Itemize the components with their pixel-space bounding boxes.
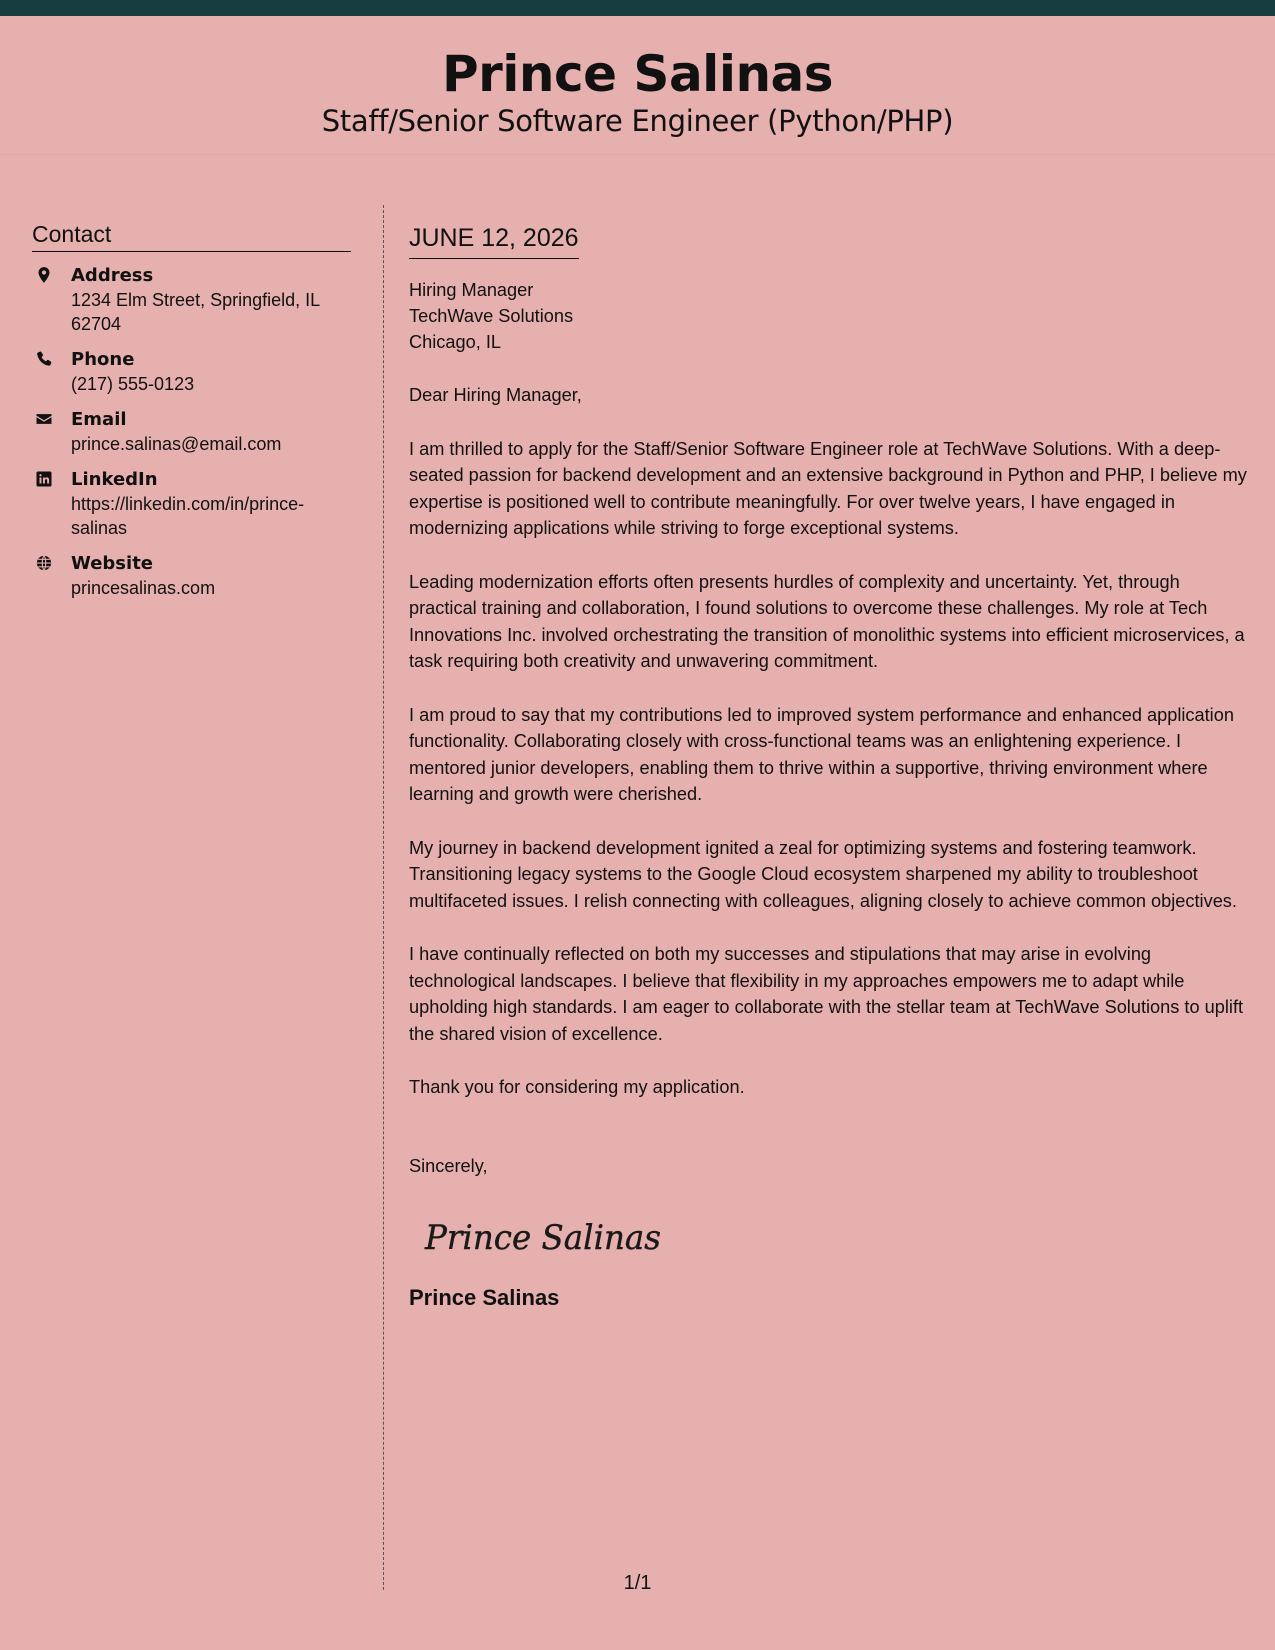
contact-label: LinkedIn <box>71 469 158 490</box>
contact-label: Email <box>71 409 127 430</box>
closing: Sincerely, <box>409 1155 488 1176</box>
body-paragraph: I am thrilled to apply for the Staff/Senior Software Engineer role at TechWave Solutions. With a deep-seated passion for backend development and an extensive background in Python and PHP, I believe my expertise is positioned well to contribute meaningfully. For over twelve years, I have engaged in modernizing applications while striving to forge exceptional systems. <box>409 438 1247 538</box>
body-paragraph: Leading modernization efforts often presents hurdles of complexity and uncertainty. Yet, through practical training and collaboration, I found solutions to overcome these challenges. My role at Tech Innovations Inc. involved orchestrating the transition of monolithic systems into efficient microservices, a task requiring both creativity and unwavering commitment. <box>409 571 1245 671</box>
job-title: Staff/Senior Software Engineer (Python/PHP) <box>321 104 954 138</box>
column-divider <box>383 205 384 1590</box>
applicant-name: Prince Salinas <box>441 45 834 103</box>
contact-item-linkedin <box>32 468 351 540</box>
location-pin-icon <box>35 266 53 284</box>
website-value: princesalinas.com <box>71 578 216 598</box>
linkedin-value: https://linkedin.com/in/prince-salinas <box>71 494 305 538</box>
body-paragraph: I am proud to say that my contributions led to improved system performance and enhanced application functionality. Collaborating closely with cross-functional teams was an enlightening experience. I mentored junior developers, enabling them to thrive within a supportive, thriving environment where learning and growth were cherished. <box>409 704 1234 804</box>
contact-item-phone <box>32 348 351 396</box>
page-number: 1/1 <box>623 1572 652 1594</box>
linkedin-icon <box>35 470 53 488</box>
salutation: Dear Hiring Manager, <box>409 385 582 405</box>
contact-item-email <box>32 408 351 456</box>
letter-date: JUNE 12, 2026 <box>409 220 579 259</box>
page-header <box>0 16 1275 155</box>
contact-heading: Contact <box>32 218 351 252</box>
contact-label: Website <box>71 553 154 574</box>
top-accent-bar <box>0 0 1275 16</box>
contact-item-website <box>32 552 351 600</box>
letter-body <box>409 220 1249 1313</box>
address-value: 1234 Elm Street, Springfield, IL 62704 <box>71 290 320 334</box>
svg-text:Prince Salinas: Prince Salinas <box>424 1218 661 1258</box>
email-value: prince.salinas@email.com <box>71 434 282 454</box>
handwritten-signature <box>421 1211 671 1261</box>
thank-you-line: Thank you for considering my application. <box>409 1077 745 1097</box>
phone-icon <box>35 350 53 368</box>
contact-item-address <box>32 264 351 336</box>
contact-sidebar <box>32 218 351 600</box>
body-paragraph: My journey in backend development ignited a zeal for optimizing systems and fostering teamwork. Transitioning legacy systems to the Google Cloud ecosystem sharpened my ability to troubleshoot multifaceted issues. I relish connecting with colleagues, aligning closely to achieve common objectives. <box>409 837 1237 911</box>
contact-label: Address <box>71 265 154 286</box>
body-paragraph: I have continually reflected on both my successes and stipulations that may arise in evolving technological landscapes. I believe that flexibility in my approaches empowers me to adapt while upholding high standards. I am eager to collaborate with the stellar team at TechWave Solutions to uplift the shared vision of excellence. <box>409 944 1244 1044</box>
recipient-block <box>409 277 1249 355</box>
email-icon <box>35 410 53 428</box>
phone-value: (217) 555-0123 <box>71 374 195 394</box>
recipient-line: Chicago, IL <box>409 332 502 352</box>
recipient-line: TechWave Solutions <box>409 306 574 326</box>
signer-name: Prince Salinas <box>409 1284 560 1310</box>
contact-label: Phone <box>71 349 135 370</box>
recipient-line: Hiring Manager <box>409 280 534 300</box>
globe-icon <box>35 554 53 572</box>
